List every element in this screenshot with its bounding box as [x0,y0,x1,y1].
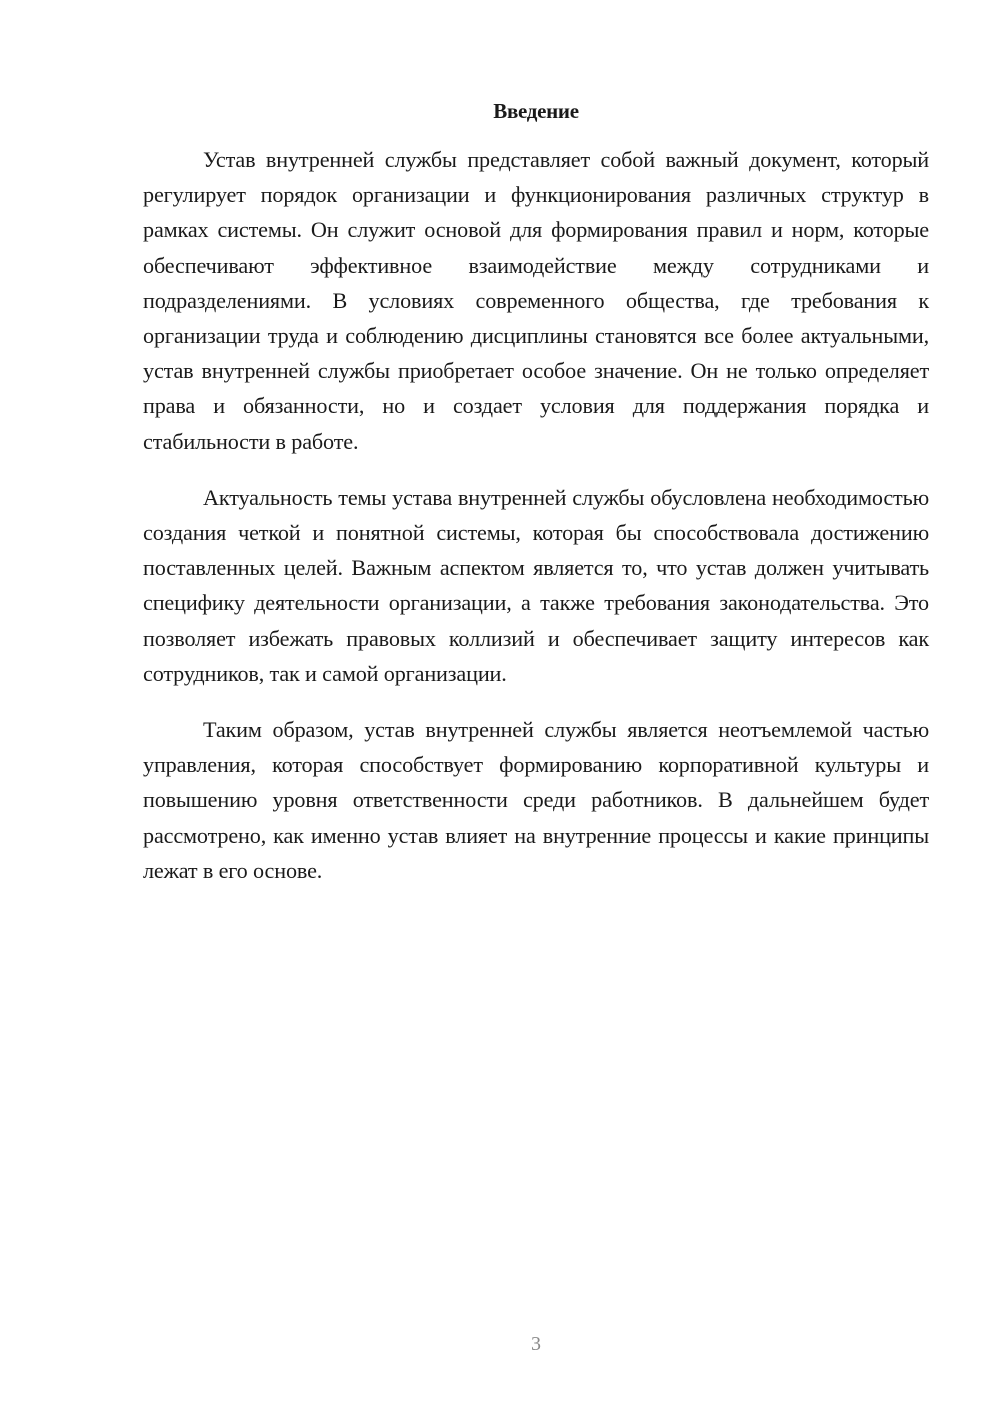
paragraph-relevance: Актуальность темы устава внутренней службы обусловлена необходимостью создания четкой и понятной системы, которая бы способствовала достижению поставленных целей. Важным аспектом является то, что устав должен учитывать специфику деятельности организации, а также требования законодательства. Это позволяет избежать правовых коллизий и обеспечивает защиту интересов как сотрудников, так и самой организации. [143,484,929,686]
section-heading: Введение [493,99,579,123]
paragraph-intro: Устав внутренней службы представляет собой важный документ, который регулирует порядок организации и функционирования различных структур в рамках системы. Он служит основой для формирования правил и норм, которые обеспечивают эффективное взаимодействие между сотрудниками и подразделениями. В условиях современного общества, где требования к организации труда и соблюдению дисциплины становятся все более актуальными, устав внутренней службы приобретает особое значение. Он не только определяет права и обязанности, но и создает условия для поддержания порядка и стабильности в работе. [143,147,929,454]
page-number: 3 [531,1333,541,1355]
body-text [143,142,929,909]
paragraph-conclusion: Таким образом, устав внутренней службы является неотъемлемой частью управления, которая способствует формированию корпоративной культуры и повышению уровня ответственности среди работников. В дальнейшем будет рассмотрено, как именно устав влияет на внутренние процессы и какие принципы лежат в его основе. [143,717,929,883]
